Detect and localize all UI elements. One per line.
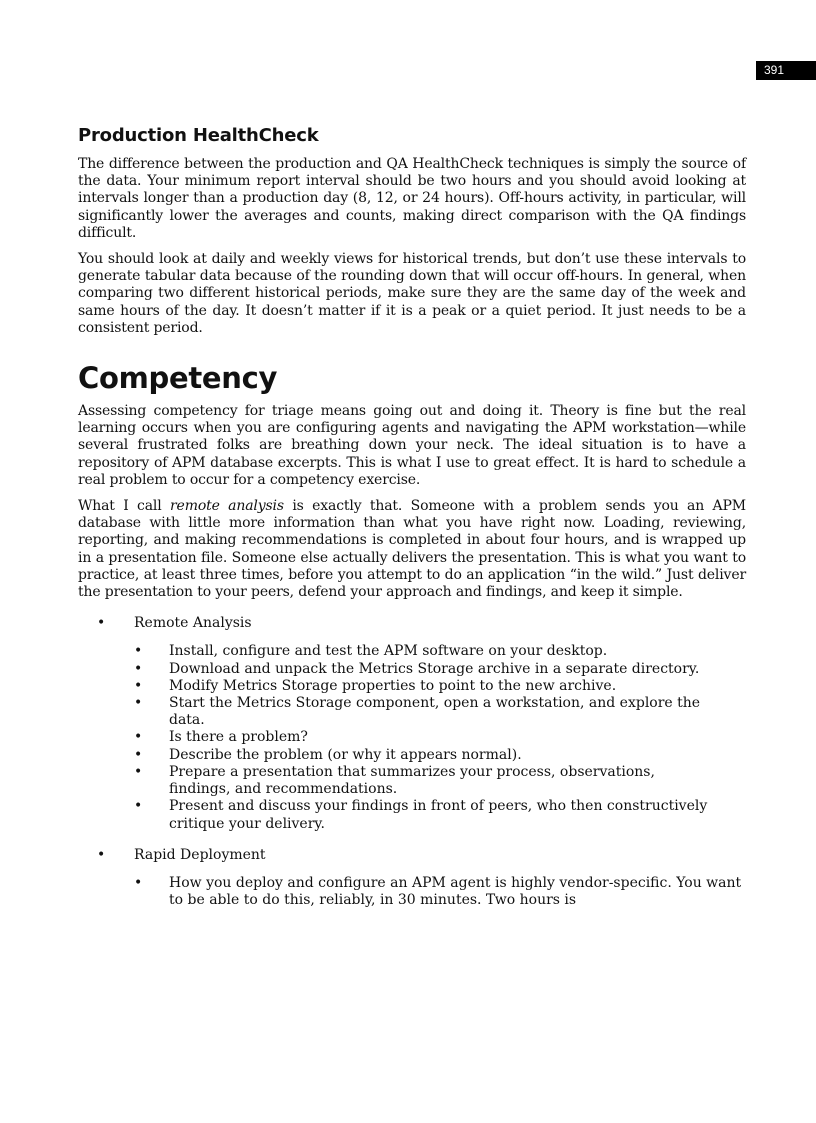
list-item-text: Install, configure and test the APM software on your desktop. <box>169 643 608 660</box>
list-item <box>134 798 709 832</box>
list-item <box>134 875 749 909</box>
competency-heading: Competency <box>78 361 278 396</box>
list-item <box>134 695 709 729</box>
bullet-icon: • <box>134 874 143 891</box>
bullet-icon: • <box>134 695 143 712</box>
bullet-icon: • <box>134 798 143 815</box>
bullet-icon: • <box>134 660 143 677</box>
bullet-icon: • <box>134 729 143 746</box>
list-item-text: How you deploy and configure an APM agent is highly vendor-specific. You want to be able to do this, reliably, in 30 minutes. Two hours is <box>169 874 742 909</box>
bullet-icon: • <box>134 746 143 763</box>
rapid-deployment-steps <box>134 875 746 909</box>
bullet-icon: • <box>134 677 143 694</box>
bullet-icon: • <box>134 763 143 780</box>
competency-list <box>78 615 746 909</box>
list-item-label: Remote Analysis <box>134 615 252 632</box>
list-item <box>134 661 709 678</box>
remote-analysis-steps <box>134 643 746 832</box>
production-healthcheck-heading: Production HealthCheck <box>78 125 319 146</box>
bullet-icon: • <box>97 615 106 632</box>
list-item <box>134 729 709 746</box>
list-item-remote-analysis <box>78 615 746 832</box>
competency-paragraph-2 <box>78 498 746 601</box>
list-item-text: Start the Metrics Storage component, open a workstation, and explore the data. <box>169 695 701 729</box>
list-item <box>134 747 709 764</box>
list-item-text: Modify Metrics Storage properties to point to the new archive. <box>169 677 617 694</box>
production-healthcheck-paragraph-1: The difference between the production and QA HealthCheck techniques is simply the source of the data. Your minimum report interval should be two hours and you should avoid looking at intervals longer than a production day (8, 12, or 24 hours). Off-hours activity, in particular, will significantly lower the averages and counts, making direct comparison with the QA findings difficult. <box>78 156 746 241</box>
list-item-rapid-deployment <box>78 847 746 910</box>
list-item-text: Describe the problem (or why it appears normal). <box>169 746 522 763</box>
paragraph-text: is exactly that. Someone with a problem sends you an APM database with little more information than what you have right now. Loading, reviewing, reporting, and making recommendations is completed in about four hours, and is wrapped up in a presentation file. Someone else actually delivers the presentation. This is what you want to practice, at least three times, before you attempt to do an application “in the wild.” Just deliver the presentation to your peers, defend your approach and findings, and keep it simple. <box>78 498 746 601</box>
list-item-label: Rapid Deployment <box>134 846 266 863</box>
paragraph-text: What I call <box>78 498 171 515</box>
bullet-icon: • <box>134 643 143 660</box>
bullet-icon: • <box>97 846 106 863</box>
list-item <box>134 643 709 660</box>
page-number: 391 <box>756 61 816 80</box>
production-healthcheck-paragraph-2: You should look at daily and weekly views for historical trends, but don’t use these intervals to generate tabular data because of the rounding down that will occur off-hours. In general, when comparing two different historical periods, make sure they are the same day of the week and same hours of the day. It doesn’t matter if it is a peak or a quiet period. It just needs to be a consistent period. <box>78 251 746 336</box>
competency-paragraph-1: Assessing competency for triage means going out and doing it. Theory is fine but the real learning occurs when you are configuring agents and navigating the APM workstation—while several frustrated folks are breathing down your neck. The ideal situation is to have a repository of APM database excerpts. This is what I use to great effect. It is hard to schedule a real problem to occur for a competency exercise. <box>78 403 746 488</box>
list-item <box>134 764 709 798</box>
list-item <box>134 678 709 695</box>
page-content <box>78 125 746 923</box>
list-item-text: Present and discuss your findings in front of peers, who then constructively critique your delivery. <box>169 798 708 832</box>
list-item-text: Is there a problem? <box>169 729 308 746</box>
list-item-text: Prepare a presentation that summarizes your process, observations, findings, and recommendations. <box>169 763 655 798</box>
emphasis-remote-analysis: remote analysis <box>170 498 284 515</box>
list-item-text: Download and unpack the Metrics Storage archive in a separate directory. <box>169 660 700 677</box>
